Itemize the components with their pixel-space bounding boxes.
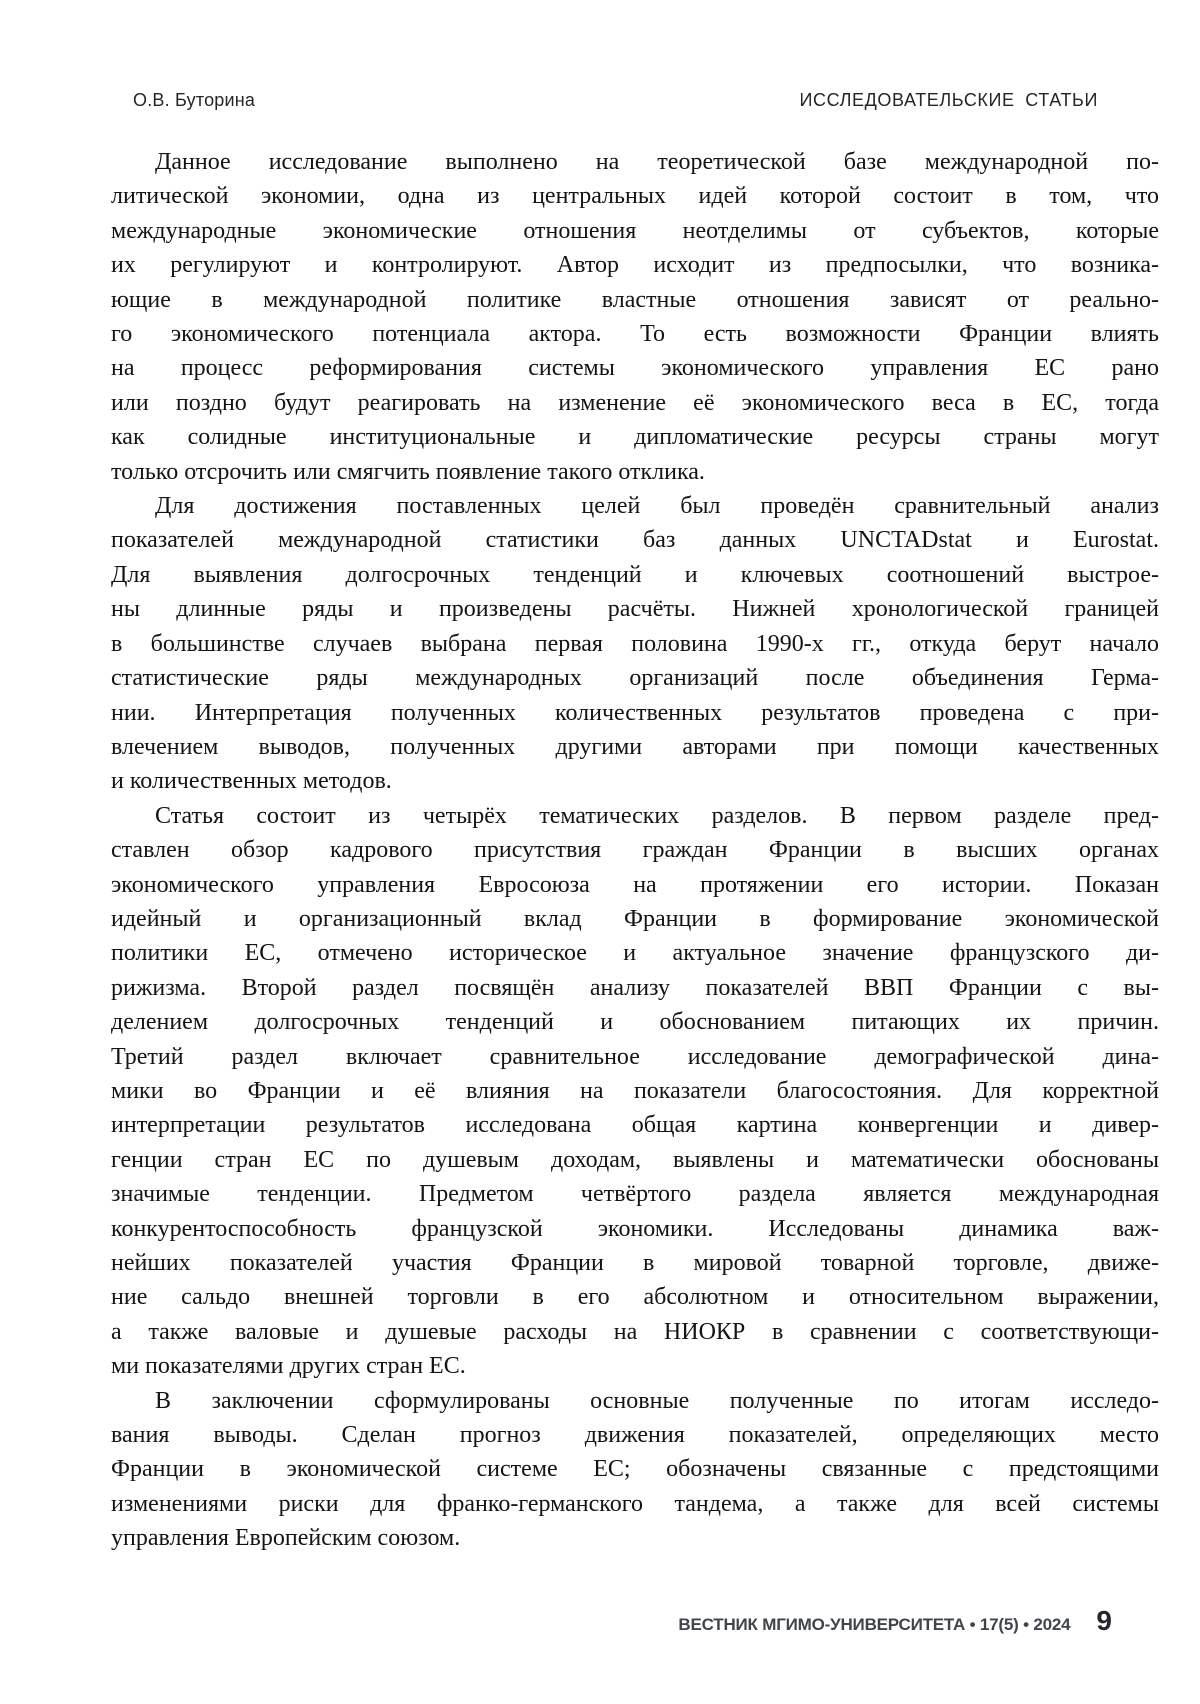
- text-line: экономического управления Евросоюза на протяжении его истории. Показан: [111, 871, 1159, 898]
- running-head: [133, 90, 1098, 111]
- text-line: В заключении сформулированы основные полученные по итогам исследо-: [155, 1387, 1159, 1414]
- text-line: Франции в экономической системе ЕС; обозначены связанные с предстоящими: [111, 1456, 1159, 1483]
- text-line: делением долгосрочных тенденций и обоснованием питающих их причин.: [111, 1009, 1159, 1036]
- text-line: литической экономии, одна из центральных идей которой состоит в том, что: [111, 183, 1159, 210]
- text-line: конкурентоспособность французской экономики. Исследованы динамика важ-: [111, 1215, 1159, 1242]
- text-line: го экономического потенциала актора. То есть возможности Франции влиять: [111, 321, 1159, 348]
- text-line: Третий раздел включает сравнительное исследование демографической дина-: [111, 1043, 1159, 1070]
- text-line: их регулируют и контролируют. Автор исходит из предпосылки, что возника-: [111, 252, 1159, 279]
- text-line: ны длинные ряды и произведены расчёты. Нижней хронологической границей: [111, 596, 1159, 623]
- text-line: а также валовые и душевые расходы на НИОКР в сравнении с соответствующи-: [111, 1318, 1159, 1345]
- text-line: ющие в международной политике властные отношения зависят от реально-: [111, 286, 1159, 313]
- text-line: управления Европейским союзом.: [111, 1525, 461, 1552]
- text-line: ние сальдо внешней торговли в его абсолютном и относительном выражении,: [111, 1284, 1159, 1311]
- text-line: Для достижения поставленных целей был проведён сравнительный анализ: [155, 493, 1159, 520]
- text-line: нейших показателей участия Франции в мировой товарной торговле, движе-: [111, 1250, 1159, 1276]
- text-line: мики во Франции и её влияния на показатели благосостояния. Для корректной: [111, 1077, 1159, 1104]
- text-line: Статья состоит из четырёх тематических разделов. В первом разделе пред-: [155, 802, 1159, 829]
- text-line: международные экономические отношения неотделимы от субъектов, которые: [111, 217, 1159, 244]
- text-line: на процесс реформирования системы экономического управления ЕС рано: [111, 355, 1159, 382]
- text-line: изменениями риски для франко-германского тандема, а также для всей системы: [111, 1490, 1159, 1517]
- text-line: генции стран ЕС по душевым доходам, выявлены и математически обоснованы: [111, 1146, 1159, 1173]
- page-footer: [678, 1605, 1112, 1637]
- text-line: или поздно будут реагировать на изменение её экономического веса в ЕС, тогда: [111, 389, 1159, 416]
- author-name: О.В. Буторина: [133, 90, 256, 110]
- page-number: 9: [1096, 1605, 1112, 1636]
- text-line: значимые тенденции. Предметом четвёртого раздела является международная: [111, 1181, 1159, 1208]
- text-line: рижизма. Второй раздел посвящён анализу показателей ВВП Франции с вы-: [111, 974, 1159, 1001]
- text-line: нии. Интерпретация полученных количественных результатов проведена с при-: [111, 699, 1159, 726]
- journal-reference: ВЕСТНИК МГИМО-УНИВЕРСИТЕТА • 17(5) • 2024: [678, 1615, 1071, 1634]
- text-line: вания выводы. Сделан прогноз движения показателей, определяющих место: [111, 1422, 1159, 1449]
- text-line: и количественных методов.: [111, 768, 392, 795]
- text-line: ми показателями других стран ЕС.: [111, 1353, 466, 1380]
- text-line: интерпретации результатов исследована общая картина конвергенции и дивер-: [111, 1112, 1159, 1139]
- text-line: только отсрочить или смягчить появление такого отклика.: [111, 458, 705, 485]
- text-line: Для выявления долгосрочных тенденций и ключевых соотношений выстрое-: [111, 561, 1159, 588]
- text-line: Данное исследование выполнено на теоретической базе международной по-: [155, 149, 1159, 175]
- text-line: в большинстве случаев выбрана первая половина 1990-х гг., откуда берут начало: [111, 630, 1159, 657]
- article-body: [111, 145, 1159, 1556]
- text-line: ставлен обзор кадрового присутствия граждан Франции в высших органах: [111, 837, 1159, 864]
- text-line: статистические ряды международных организаций после объединения Герма-: [111, 665, 1159, 692]
- text-line: показателей международной статистики баз данных UNCTADstat и Eurostat.: [111, 527, 1159, 554]
- text-line: влечением выводов, полученных другими авторами при помощи качественных: [111, 733, 1159, 760]
- section-label: ИССЛЕДОВАТЕЛЬСКИЕ СТАТЬИ: [799, 90, 1098, 110]
- text-line: политики ЕС, отмечено историческое и актуальное значение французского ди-: [111, 940, 1159, 967]
- text-line: идейный и организационный вклад Франции в формирование экономической: [111, 905, 1159, 932]
- text-line: как солидные институциональные и дипломатические ресурсы страны могут: [111, 424, 1159, 451]
